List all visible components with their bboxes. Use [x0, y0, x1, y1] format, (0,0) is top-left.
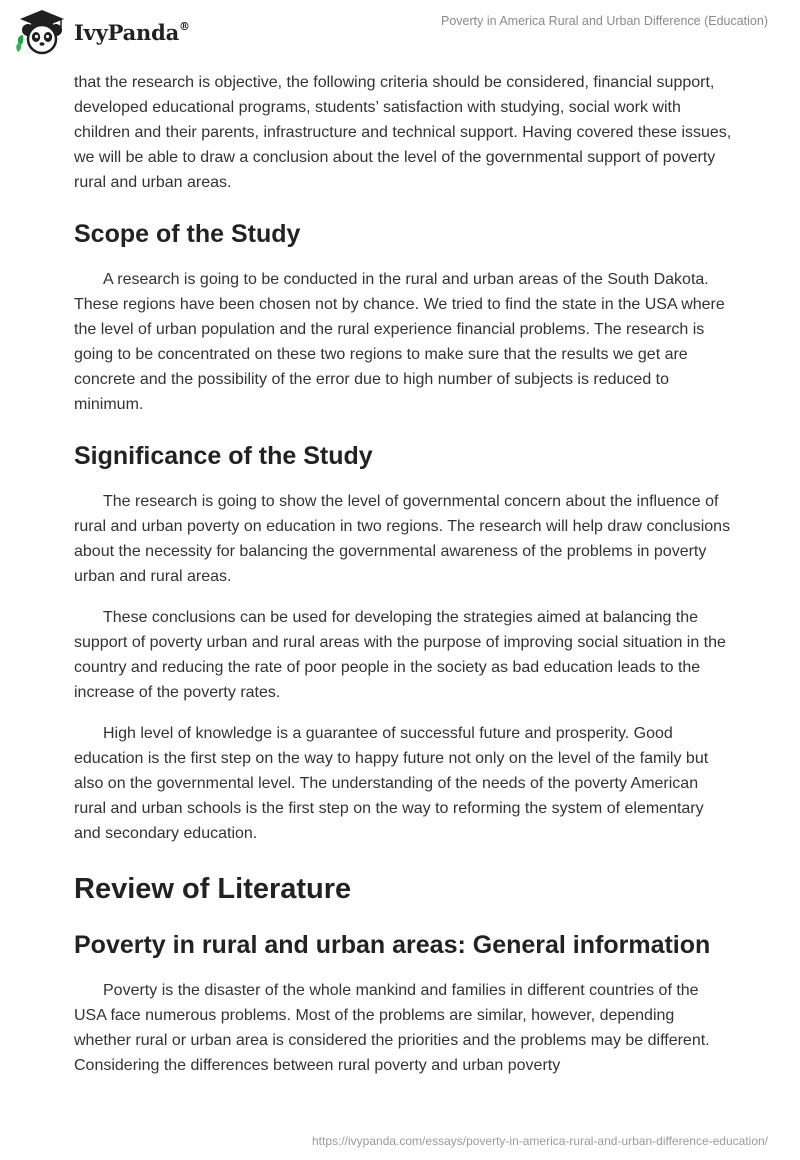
- logo[interactable]: [14, 8, 190, 56]
- poverty-general-paragraph: Poverty is the disaster of the whole mankind and families in different countries of the USA face numerous problems. Most of the problems are similar, however, depending whether rural or urban area is considered the priorities and the problems may be different. Considering the differences between rural poverty and urban poverty: [74, 982, 710, 1074]
- document-title: Poverty in America Rural and Urban Difference (Education): [440, 14, 768, 28]
- significance-paragraph-2: These conclusions can be used for developing the strategies aimed at balancing the support of poverty urban and rural areas with the purpose of improving social situation in the country and reducing the rate of poor people in the society as bad education leads to the increase of the poverty rates.: [74, 609, 726, 701]
- scope-paragraph: A research is going to be conducted in the rural and urban areas of the South Dakota. These regions have been chosen not by chance. We tried to find the state in the USA where the level of urban population and the rural experience financial problems. The research is going to be concentrated on these two regions to make sure that the results we get are concrete and the possibility of the error due to high number of subjects is reduced to minimum.: [74, 271, 725, 413]
- significance-paragraph-3: High level of knowledge is a guarantee of successful future and prosperity. Good education is the first step on the way to happy future not only on the level of the family but also on the governmental level. The understanding of the needs of the poverty American rural and urban schools is the first step on the way to reforming the system of elementary and secondary education.: [74, 725, 709, 842]
- intro-paragraph: that the research is objective, the following criteria should be considered, financial support, developed educational programs, students’ satisfaction with studying, social work with children and their parents, infrastructure and technical support. Having covered these issues, we will be able to draw a conclusion about the level of the governmental support of poverty rural and urban areas.: [74, 74, 732, 191]
- page-header: [0, 0, 800, 60]
- source-url[interactable]: https://ivypanda.com/essays/poverty-in-america-rural-and-urban-difference-education/: [312, 1134, 768, 1148]
- essay-content: [74, 70, 734, 1094]
- significance-heading: Significance of the Study: [74, 442, 373, 470]
- review-heading: Review of Literature: [74, 873, 352, 905]
- logo-text: IvyPanda®: [74, 19, 190, 45]
- scope-heading: Scope of the Study: [74, 220, 301, 248]
- panda-logo-icon: [14, 8, 70, 56]
- poverty-general-heading: Poverty in rural and urban areas: General information: [74, 931, 711, 959]
- significance-paragraph-1: The research is going to show the level of governmental concern about the influence of rural and urban poverty on education in two regions. The research will help draw conclusions about the necessity for balancing the governmental awareness of the problems in poverty urban and rural areas.: [74, 493, 731, 585]
